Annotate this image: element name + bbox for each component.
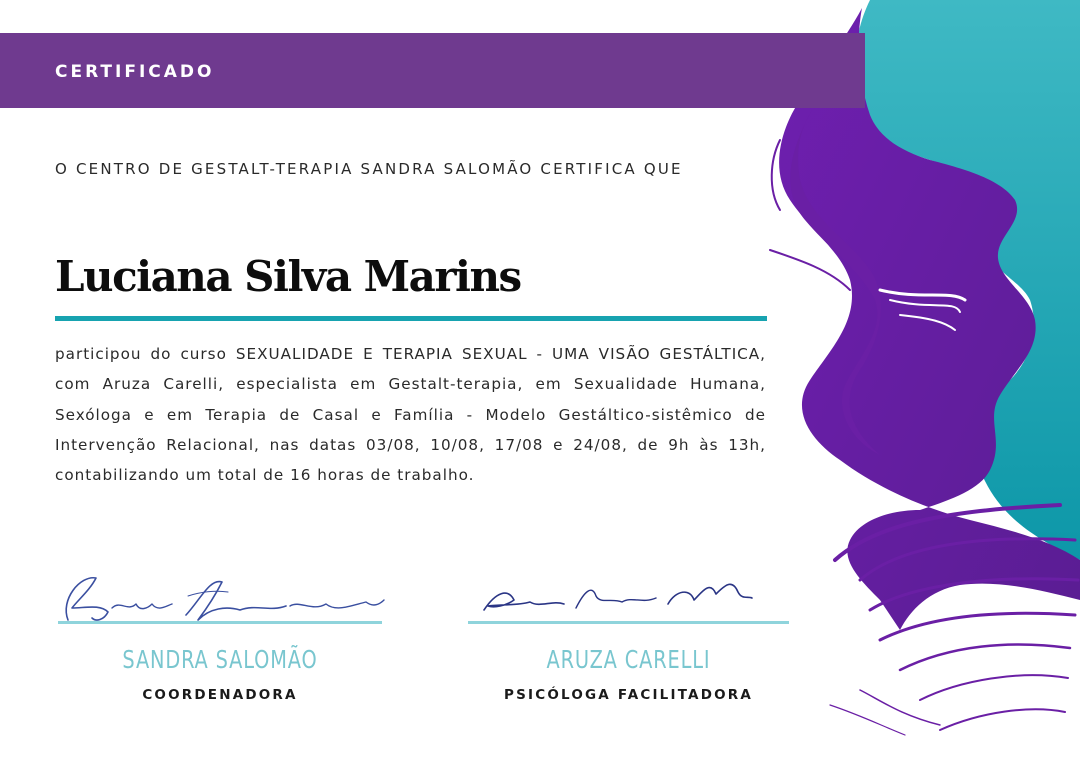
signature-sandra-salomao	[66, 578, 384, 620]
signatory-name-aruza: ARUZA CARELLI	[546, 645, 711, 674]
recipient-name: Luciana Silva Marins	[55, 252, 521, 301]
signatory-name-sandra: SANDRA SALOMÃO	[122, 645, 318, 674]
signature-line-sandra	[58, 621, 382, 624]
name-underline	[55, 316, 767, 321]
signatory-role-aruza: PSICÓLOGA FACILITADORA	[503, 687, 754, 703]
signature-aruza-carelli	[484, 584, 752, 610]
signature-line-aruza	[468, 621, 789, 624]
intro-statement: O CENTRO DE GESTALT-TERAPIA SANDRA SALOMÃO CERTIFICA QUE	[55, 160, 683, 178]
signatory-role-sandra: COORDENADORA	[142, 687, 298, 703]
certificate-title: CERTIFICADO	[55, 62, 215, 82]
certificate-body: participou do curso SEXUALIDADE E TERAPIA SEXUAL - UMA VISÃO GESTÁLTICA, com Aruza Carelli, especialista em Gestalt-terapia, em Sexualidade Humana, Sexóloga e em Terapia de Casal e Família - Modelo Gestáltico-sistêmico de Intervenção Relacional, nas datas 03/08, 10/08, 17/08 e 24/08, de 9h às 13h, contabilizando um total de 16 horas de trabalho.	[55, 345, 766, 485]
